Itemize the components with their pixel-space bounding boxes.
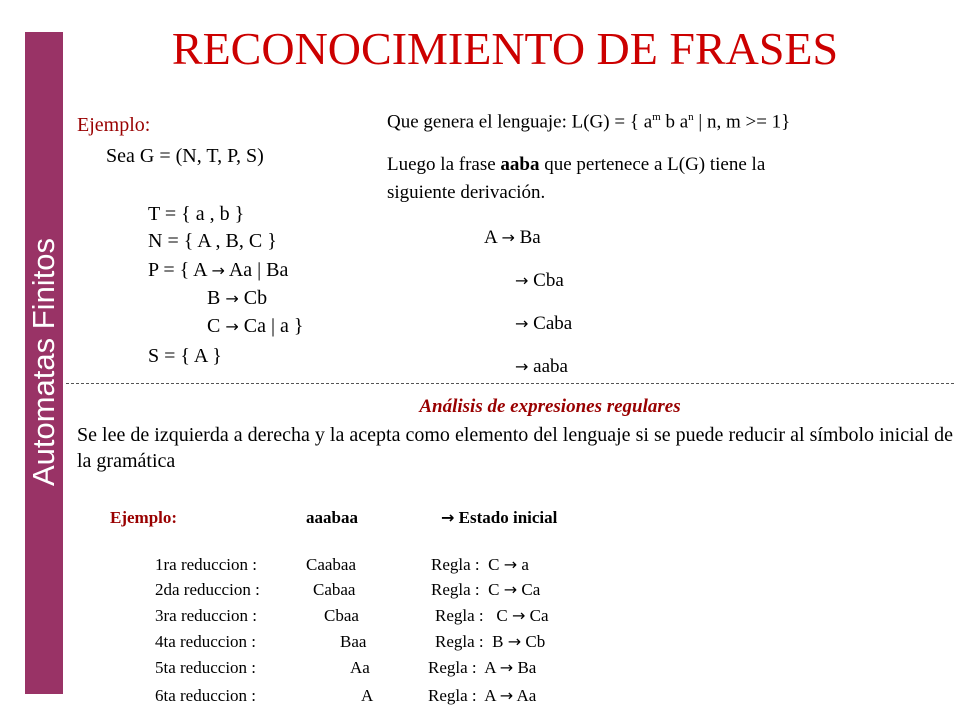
regex-example-state [441, 508, 557, 528]
reduction-rule [435, 632, 545, 652]
production-start: P = { A [148, 259, 207, 281]
rule-right: Ca [529, 606, 549, 625]
reduction-rule [428, 686, 536, 706]
production-c-left: C [207, 315, 221, 337]
reduction-rule [435, 606, 549, 626]
production-b-left: B [207, 287, 221, 309]
terminal-set: T = { a , b } [148, 203, 245, 225]
section-divider [66, 383, 954, 384]
rule-left: C [488, 555, 500, 574]
reduction-string: Cbaa [324, 606, 359, 625]
arrow-icon: → [515, 357, 529, 376]
sentence-prefix: Luego la frase [387, 154, 501, 175]
arrow-icon: → [225, 289, 239, 308]
arrow-icon: → [503, 580, 518, 599]
derivation-right: Caba [533, 313, 573, 334]
arrow-icon: → [225, 317, 239, 336]
regex-example-string: aaabaa [306, 508, 358, 527]
arrow-icon: → [501, 228, 515, 247]
example-label: Ejemplo: [77, 114, 151, 136]
rule-label: Regla : [428, 686, 477, 705]
arrow-icon: → [515, 314, 529, 333]
derivation-left: A [484, 227, 497, 248]
production-rule-c [207, 315, 303, 338]
reduction-label: 6ta reduccion : [155, 686, 257, 705]
reduction-string: Cabaa [313, 580, 356, 599]
rule-left: A [484, 658, 496, 677]
language-sup-m: m [652, 111, 661, 123]
grammar-definition: Sea G = (N, T, P, S) [106, 145, 264, 167]
section-title: Análisis de expresiones regulares [419, 396, 681, 417]
state-label: Estado inicial [458, 508, 558, 527]
derivation-right: Ba [519, 227, 541, 248]
rule-label: Regla : [428, 658, 477, 677]
reduction-label: 4ta reduccion : [155, 632, 257, 651]
arrow-icon: → [211, 261, 225, 280]
production-b-right: Cb [243, 287, 268, 309]
rule-label: Regla : [435, 606, 484, 625]
rule-right: a [521, 555, 529, 574]
arrow-icon: → [499, 686, 514, 705]
derivation-step [515, 313, 572, 335]
production-rule-a [148, 259, 288, 282]
derivation-step [515, 270, 564, 292]
reduction-string: A [361, 686, 374, 705]
derivation-step [515, 356, 568, 378]
rule-label: Regla : [431, 555, 480, 574]
reduction-label: 3ra reduccion : [155, 606, 257, 625]
rule-right: Ba [517, 658, 537, 677]
production-c-right: Ca | a } [243, 315, 304, 337]
rule-left: A [484, 686, 496, 705]
rule-label: Regla : [431, 580, 480, 599]
start-symbol-set: S = { A } [148, 345, 222, 367]
language-mid: b a [660, 111, 689, 133]
reduction-rule [431, 580, 540, 600]
reduction-rule [428, 658, 536, 678]
derivation-intro-line2: siguiente derivación. [387, 182, 546, 203]
derivation-right: Cba [533, 270, 564, 291]
sentence-suffix: que pertenece a L(G) tiene la [539, 154, 766, 175]
arrow-icon: → [441, 508, 455, 527]
sidebar-label: Automatas Finitos [26, 237, 61, 487]
production-a-right: Aa | Ba [228, 259, 289, 281]
language-prefix: Que genera el lenguaje: L(G) = { a [387, 111, 653, 133]
language-definition [387, 111, 790, 133]
rule-right: Cb [525, 632, 546, 651]
arrow-icon: → [499, 658, 514, 677]
section-description: Se lee de izquierda a derecha y la acepta como elemento del lenguaje si se puede reducir al símbolo inicial de la gramática [77, 424, 953, 472]
production-rule-b [207, 287, 267, 310]
reduction-string: Aa [350, 658, 370, 677]
rule-left: C [488, 580, 500, 599]
arrow-icon: → [503, 555, 518, 574]
rule-left: B [492, 632, 504, 651]
rule-left: C [496, 606, 508, 625]
derivation-step [484, 227, 541, 249]
arrow-icon: → [507, 632, 522, 651]
reduction-rule [431, 555, 529, 575]
rule-right: Aa [516, 686, 537, 705]
reduction-label: 5ta reduccion : [155, 658, 257, 677]
language-sup-n: n [688, 111, 694, 123]
reduction-string: Caabaa [306, 555, 357, 574]
arrow-icon: → [511, 606, 526, 625]
rule-right: Ca [521, 580, 541, 599]
sentence-word: aaba [500, 154, 540, 175]
derivation-right: aaba [533, 356, 568, 377]
reduction-label: 1ra reduccion : [155, 555, 257, 574]
rule-label: Regla : [435, 632, 484, 651]
page-title: RECONOCIMIENTO DE FRASES [171, 23, 839, 74]
language-suffix: | n, m >= 1} [693, 111, 791, 133]
arrow-icon: → [515, 271, 529, 290]
reduction-label: 2da reduccion : [155, 580, 260, 599]
reduction-string: Baa [340, 632, 367, 651]
derivation-intro-line1 [387, 154, 765, 176]
regex-example-label: Ejemplo: [110, 508, 178, 527]
nonterminal-set: N = { A , B, C } [148, 230, 277, 252]
